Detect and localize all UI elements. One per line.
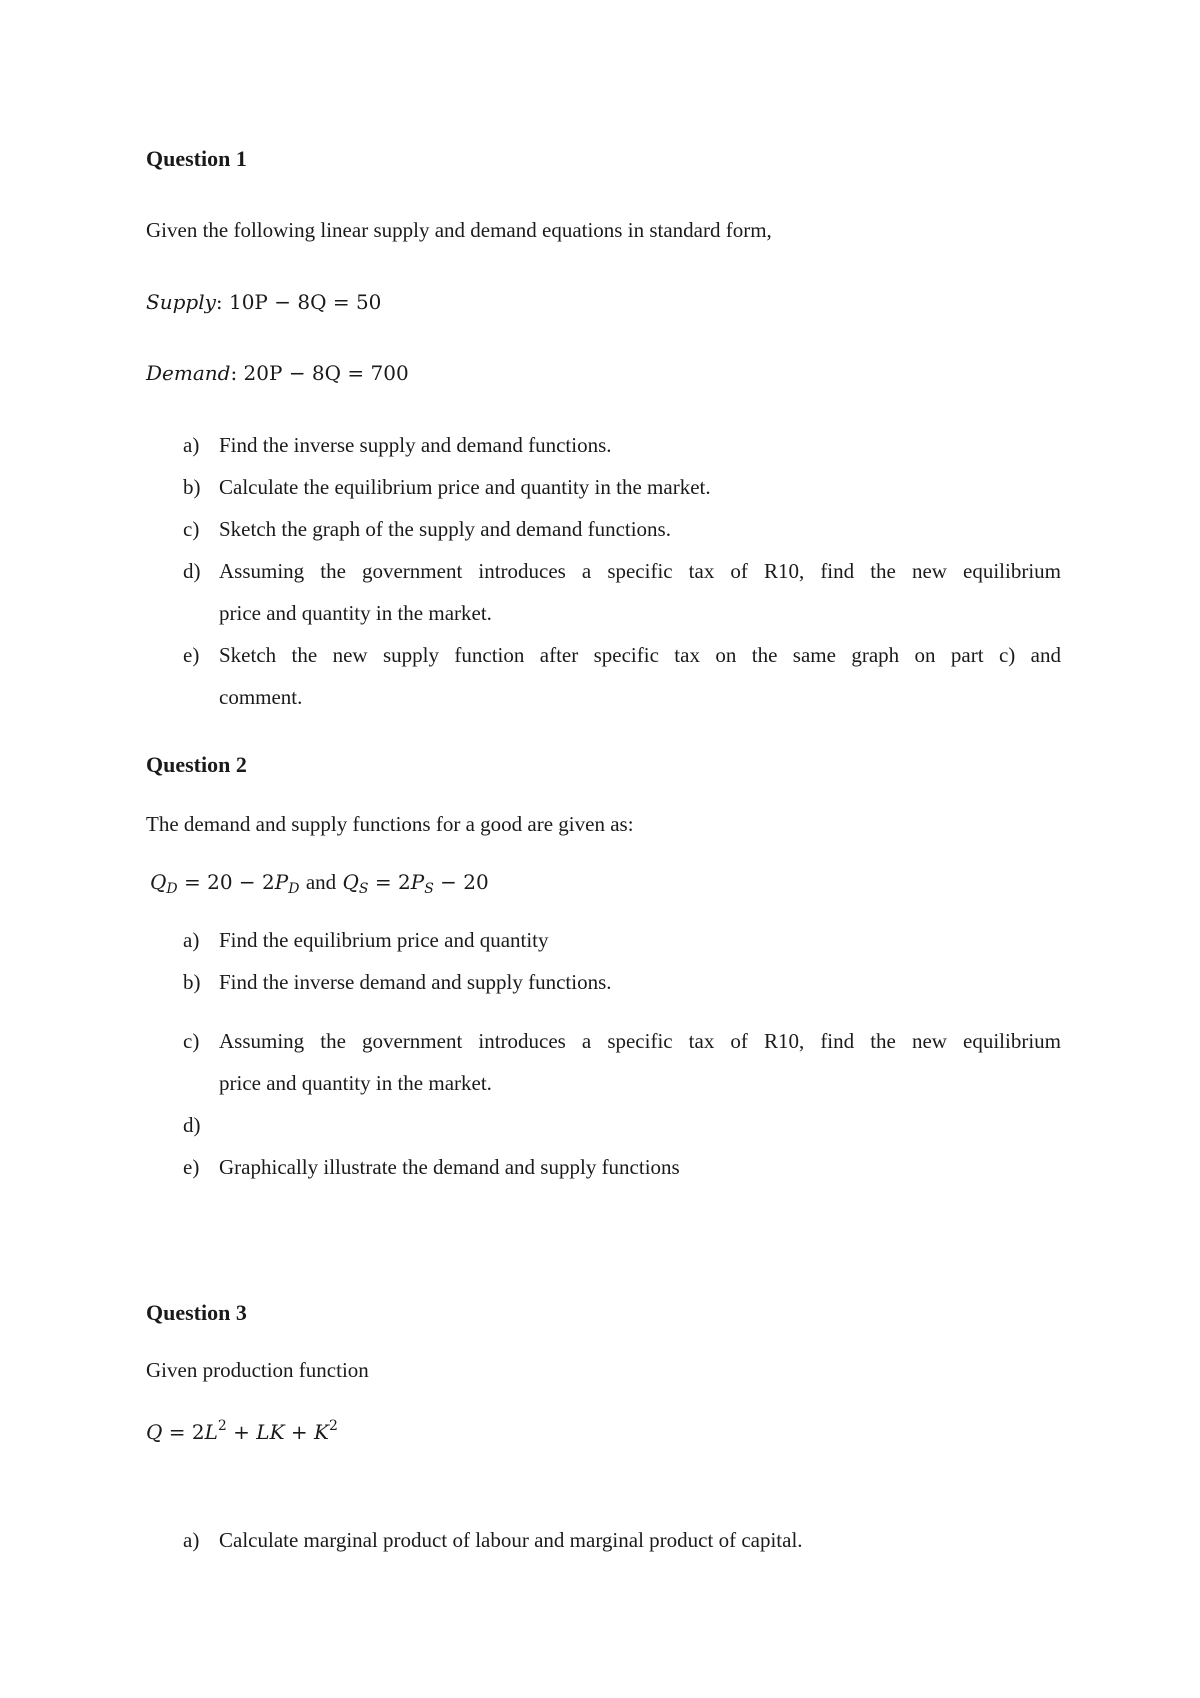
item-label: e)	[183, 643, 200, 667]
item-text: Find the equilibrium price and quantity	[219, 928, 549, 952]
supply-equation	[146, 290, 381, 314]
item-label: a)	[183, 433, 200, 457]
question-3-intro: Given production function	[146, 1358, 369, 1382]
item-text-continued: price and quantity in the market.	[219, 601, 492, 625]
equation-connector: and	[305, 870, 337, 894]
item-text: Assuming the government introduces a specific tax of R10, find the new equilibrium	[219, 559, 1061, 583]
item-text: Find the inverse demand and supply functions.	[219, 970, 612, 994]
item-text: Calculate marginal product of labour and marginal product of capital.	[219, 1528, 803, 1552]
question-1-heading: Question 1	[146, 146, 247, 171]
question-2-intro: The demand and supply functions for a good are given as:	[146, 812, 634, 836]
question-2-heading: Question 2	[146, 752, 247, 777]
question-3-heading: Question 3	[146, 1300, 247, 1325]
demand-label: Demand	[146, 361, 231, 385]
production-function-equation: $Q = 2L^2$ + LK + $K^2$	[146, 1418, 338, 1444]
item-text-continued: price and quantity in the market.	[219, 1071, 492, 1095]
item-text: Sketch the new supply function after specific tax on the same graph on part c) and	[219, 643, 1061, 667]
demand-equation-body: : 20P − 8Q = 700	[230, 361, 409, 385]
supply-label: Supply	[146, 290, 216, 314]
item-text: Calculate the equilibrium price and quantity in the market.	[219, 475, 711, 499]
item-label: a)	[183, 928, 200, 952]
item-text: Graphically illustrate the demand and supply functions	[219, 1155, 680, 1179]
item-label: a)	[183, 1528, 200, 1552]
item-label: c)	[183, 1029, 200, 1053]
supply-equation-body: : 10P − 8Q = 50	[215, 290, 382, 314]
item-text: Assuming the government introduces a specific tax of R10, find the new equilibrium	[219, 1029, 1061, 1053]
item-label: b)	[183, 475, 201, 499]
item-label: c)	[183, 517, 200, 541]
item-label: b)	[183, 970, 201, 994]
item-text-continued: comment.	[219, 685, 303, 709]
demand-equation	[146, 361, 409, 385]
item-label: d)	[183, 559, 201, 583]
item-label: e)	[183, 1155, 200, 1179]
item-label: d)	[183, 1113, 201, 1137]
question-2-equation: $Q_D = 20 - 2P_D$ and $Q_S = 2P_S - 20$	[150, 870, 489, 897]
question-1-intro: Given the following linear supply and demand equations in standard form,	[146, 218, 772, 242]
item-text: Find the inverse supply and demand functions.	[219, 433, 612, 457]
item-text: Sketch the graph of the supply and demand functions.	[219, 517, 671, 541]
